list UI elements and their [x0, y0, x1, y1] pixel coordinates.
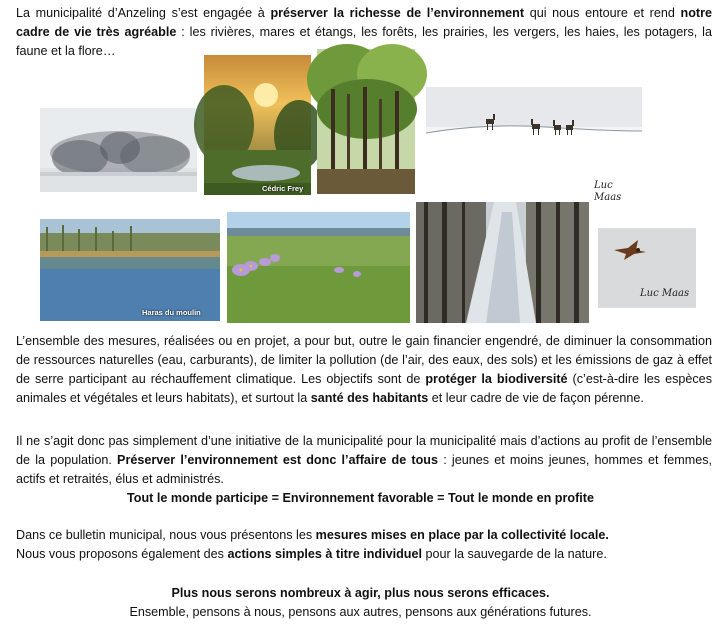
measures-paragraph — [16, 332, 712, 408]
measures-text-3: et leur cadre de vie de façon pérenne. — [428, 391, 644, 405]
measures-text-2: (c’est-à-dire les espèces animales et végétales et leurs habitats), et surtout la — [16, 372, 712, 405]
measures-bold-1: protéger la biodiversité — [425, 372, 568, 386]
intro-bold-2: notre cadre de vie très agréable — [16, 6, 712, 39]
initiative-text-1: Il ne s’agit donc pas simplement d’une initiative de la municipalité pour la municipalité mais d’actions au profit de l’ensemble de la population. — [16, 434, 712, 467]
photo-signature: Luc Maas — [640, 288, 690, 299]
photo-caption: Haras du moulin — [142, 308, 201, 317]
bulletin-bold-2: actions simples à titre individuel — [227, 547, 422, 561]
measures-text-1: L’ensemble des mesures, réalisées ou en projet, a pour but, outre le gain financier engendré, de diminuer la consommation de ressources naturelles (eau, carburants), de limiter la pollution (de l’air, des eaux, des sols) et les émissions de gaz à effet de serre participant au réchauffement climatique. Les objectifs sont de — [16, 334, 712, 386]
motto: Tout le monde participe = Environnement favorable = Tout le monde en profite — [127, 491, 594, 505]
pond-photo — [40, 219, 220, 321]
bulletin-line-2 — [16, 545, 712, 564]
bulletin-bold-1: mesures mises en place par la collectivité locale. — [315, 528, 609, 542]
closing-bold: Plus nous serons nombreux à agir, plus nous serons efficaces. — [171, 586, 550, 600]
sunset-river-photo — [204, 55, 311, 195]
kite-photo — [598, 228, 696, 308]
intro-bold-1: préserver la richesse de l’environnement — [270, 6, 525, 20]
forest-photo — [317, 49, 415, 194]
photo-signature: Luc Maas — [594, 180, 622, 203]
bulletin-text-3: pour la sauvegarde de la nature. — [422, 547, 607, 561]
frozen-stream-photo — [416, 202, 589, 323]
frosted-trees-photo — [40, 108, 197, 192]
bulletin-text-2: Nous vous proposons également des — [16, 547, 228, 561]
crocus-meadow-photo — [227, 212, 410, 323]
initiative-text-2: : jeunes et moins jeunes, hommes et femmes, actifs et retraités, élus et administrés. — [16, 453, 713, 486]
intro-text-2: qui nous entoure et rend — [524, 6, 681, 20]
measures-bold-2: santé des habitants — [310, 391, 429, 405]
intro-text-3: : les rivières, mares et étangs, les forêts, les prairies, les vergers, les haies, les potagers, la faune et la flore… — [16, 25, 712, 58]
intro-text-1: La municipalité d’Anzeling s’est engagée à — [16, 6, 271, 20]
bulletin-text-1: Dans ce bulletin municipal, nous vous présentons les — [16, 528, 316, 542]
closing-normal: Ensemble, pensons à nous, pensons aux autres, pensons aux générations futures. — [129, 605, 592, 619]
deer-snow-photo — [426, 87, 642, 203]
photo-caption: Cédric Frey — [262, 184, 304, 193]
bulletin-line-1 — [16, 526, 712, 545]
initiative-bold-1: Préserver l’environnement est donc l’affaire de tous — [117, 453, 439, 467]
initiative-paragraph — [16, 432, 712, 489]
